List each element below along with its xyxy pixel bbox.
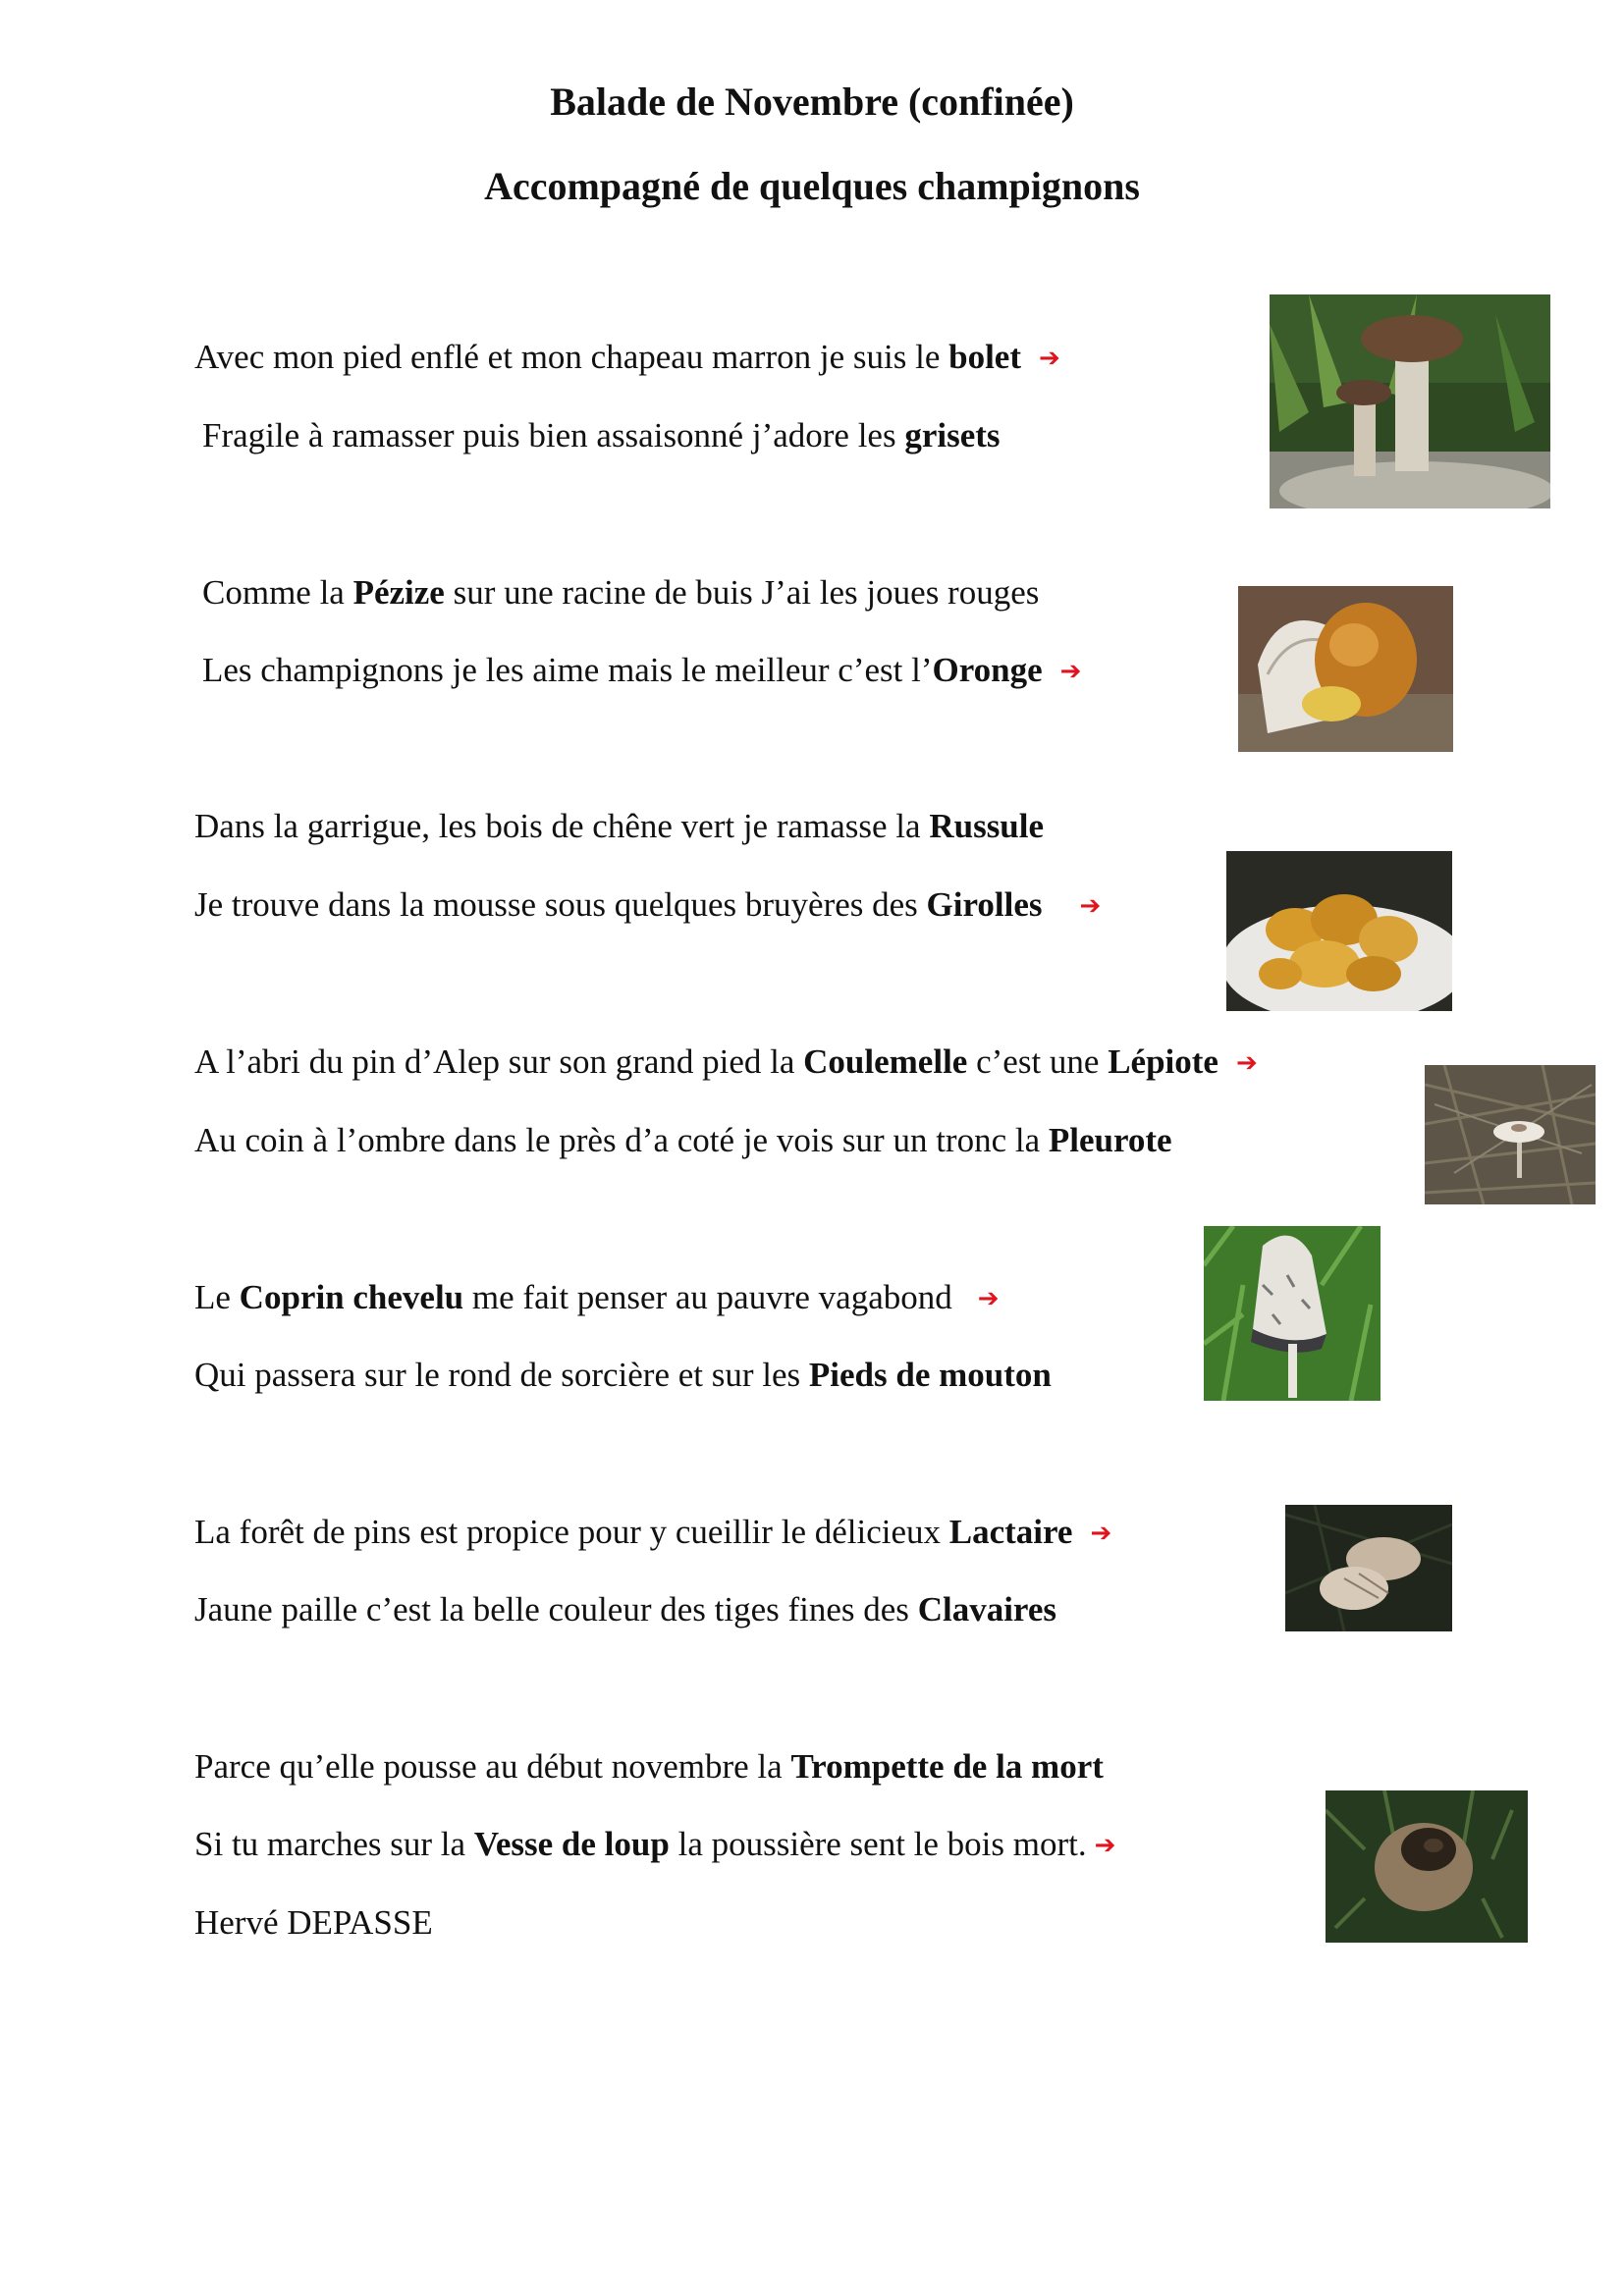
poem-line: Je trouve dans la mousse sous quelques bruyères des Girolles ➔ — [194, 883, 1101, 928]
bolet-photo — [1270, 294, 1550, 508]
mushroom-name: Pieds de mouton — [808, 1356, 1052, 1394]
page-subtitle: Accompagné de quelques champignons — [484, 164, 1140, 208]
poem-line: Parce qu’elle pousse au début novembre la Trompette de la mort — [194, 1747, 1104, 1786]
arrow-right-icon: ➔ — [1090, 1519, 1112, 1548]
page-title: Balade de Novembre (confinée) — [550, 80, 1074, 124]
mushroom-name: Vesse de loup — [473, 1825, 670, 1863]
lepiote-photo — [1425, 1065, 1596, 1204]
poem-line: Qui passera sur le rond de sorcière et sur les Pieds de mouton — [194, 1356, 1052, 1394]
coprin-photo — [1204, 1226, 1380, 1401]
vesse-photo — [1326, 1790, 1528, 1943]
arrow-right-icon: ➔ — [1235, 1048, 1258, 1078]
poem-line: Avec mon pied enflé et mon chapeau marron je suis le bolet ➔ — [194, 336, 1060, 380]
mushroom-name: Pézize — [352, 573, 445, 612]
mushroom-name: Coulemelle — [803, 1042, 968, 1081]
mushroom-name: Clavaires — [917, 1590, 1056, 1629]
poem-line: Les champignons je les aime mais le meilleur c’est l’Oronge ➔ — [202, 649, 1081, 693]
poem-line: La forêt de pins est propice pour y cueillir le délicieux Lactaire ➔ — [194, 1511, 1111, 1555]
mushroom-name: grisets — [904, 416, 1001, 454]
poem-line: Au coin à l’ombre dans le près d’a coté je vois sur un tronc la Pleurote — [194, 1121, 1172, 1159]
mushroom-name: Russule — [929, 807, 1045, 845]
girolles-photo — [1226, 851, 1452, 1011]
poem-line: A l’abri du pin d’Alep sur son grand pied la Coulemelle c’est une Lépiote ➔ — [194, 1041, 1258, 1085]
poem-line: Comme la Pézize sur une racine de buis J’ai les joues rouges — [202, 573, 1040, 612]
arrow-right-icon: ➔ — [1079, 891, 1102, 921]
mushroom-name: Girolles — [926, 885, 1043, 924]
mushroom-name: Oronge — [932, 651, 1043, 689]
poem-line: Dans la garrigue, les bois de chêne vert je ramasse la Russule — [194, 807, 1045, 845]
arrow-right-icon: ➔ — [977, 1284, 1000, 1313]
mushroom-name: bolet — [948, 338, 1021, 376]
mushroom-name: Coprin chevelu — [239, 1278, 464, 1316]
arrow-right-icon: ➔ — [1059, 657, 1082, 686]
mushroom-name: Lactaire — [948, 1513, 1073, 1551]
oronge-photo — [1238, 586, 1453, 752]
author-signature: Hervé DEPASSE — [194, 1903, 433, 1942]
poem-line: Si tu marches sur la Vesse de loup la poussière sent le bois mort. ➔ — [194, 1823, 1115, 1867]
poem-line: Fragile à ramasser puis bien assaisonné j’adore les grisets — [202, 416, 1001, 454]
mushroom-name: Pleurote — [1048, 1121, 1172, 1159]
poem-line: Le Coprin chevelu me fait penser au pauvre vagabond ➔ — [194, 1276, 1000, 1320]
arrow-right-icon: ➔ — [1039, 344, 1060, 373]
mushroom-name: Trompette de la mort — [790, 1747, 1104, 1786]
lactaire-photo — [1285, 1505, 1452, 1631]
poem-line: Jaune paille c’est la belle couleur des tiges fines des Clavaires — [194, 1590, 1056, 1629]
arrow-right-icon: ➔ — [1094, 1831, 1116, 1860]
mushroom-name: Lépiote — [1108, 1042, 1218, 1081]
